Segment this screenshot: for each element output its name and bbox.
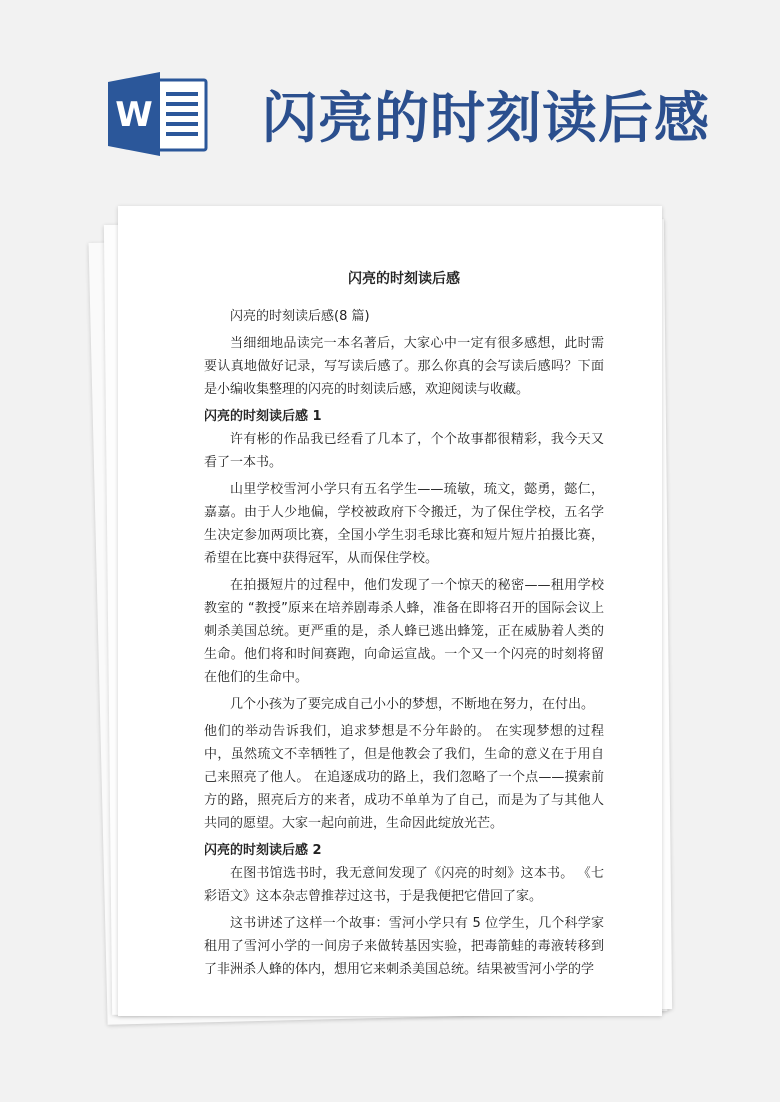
- document-body: [204, 268, 604, 985]
- document-page: [118, 206, 662, 1016]
- paragraph: 这书讲述了这样一个故事：雪河小学只有 5 位学生，几个科学家租用了雪河小学的一间房子来做转基因实验，把毒箭蛙的毒液转移到了非洲杀人蜂的体内，想用它来刺杀美国总统。结果被雪河小学的学: [204, 916, 604, 977]
- section-heading-1: 闪亮的时刻读后感 1: [204, 409, 322, 424]
- paragraph: 在图书馆选书时，我无意间发现了《闪亮的时刻》这本书。 《七彩语文》这本杂志曾推荐过这书，于是我便把它借回了家。: [204, 866, 604, 904]
- paragraph: 在拍摄短片的过程中，他们发现了一个惊天的秘密——租用学校教室的 “教授”原来在培养剧毒杀人蜂，准备在即将召开的国际会议上刺杀美国总统。更严重的是，杀人蜂已逃出蜂笼，正在威胁着人类的生命。他们将和时间赛跑，向命运宣战。一个又一个闪亮的时刻将留在他们的生命中。: [204, 578, 604, 685]
- paragraph: 他们的举动告诉我们，追求梦想是不分年龄的。 在实现梦想的过程中，虽然琉文不幸牺牲了，但是他教会了我们，生命的意义在于用自己来照亮了他人。 在追逐成功的路上，我们忽略了一个点——摸索前方的路，照亮后方的来者，成功不单单为了自己，而是为了与其他人共同的愿望。大家一起向前进，生命因此绽放光芒。: [204, 724, 604, 831]
- document-subtitle: 闪亮的时刻读后感(8 篇): [230, 309, 370, 324]
- banner: [0, 0, 780, 200]
- intro-paragraph: 当细细地品读完一本名著后，大家心中一定有很多感想，此时需要认真地做好记录，写写读后感了。那么你真的会写读后感吗？下面是小编收集整理的闪亮的时刻读后感，欢迎阅读与收藏。: [204, 336, 604, 397]
- document-title: 闪亮的时刻读后感: [348, 271, 460, 287]
- banner-title: 闪亮的时刻读后感: [262, 85, 711, 150]
- word-logo-letter: W: [115, 95, 153, 135]
- paragraph: 几个小孩为了要完成自己小小的梦想，不断地在努力，在付出。: [230, 697, 595, 712]
- paragraph: 山里学校雪河小学只有五名学生——琉敏，琉文，懿勇，懿仁，嘉嘉。由于人少地偏，学校被政府下令搬迁，为了保住学校，五名学生决定参加两项比赛，全国小学生羽毛球比赛和短片短片拍摄比赛，希望在比赛中获得冠军，从而保住学校。: [204, 482, 604, 566]
- word-document-icon: [108, 72, 208, 156]
- section-heading-2: 闪亮的时刻读后感 2: [204, 843, 322, 858]
- paragraph: 许有彬的作品我已经看了几本了，个个故事都很精彩，我今天又看了一本书。: [204, 432, 604, 470]
